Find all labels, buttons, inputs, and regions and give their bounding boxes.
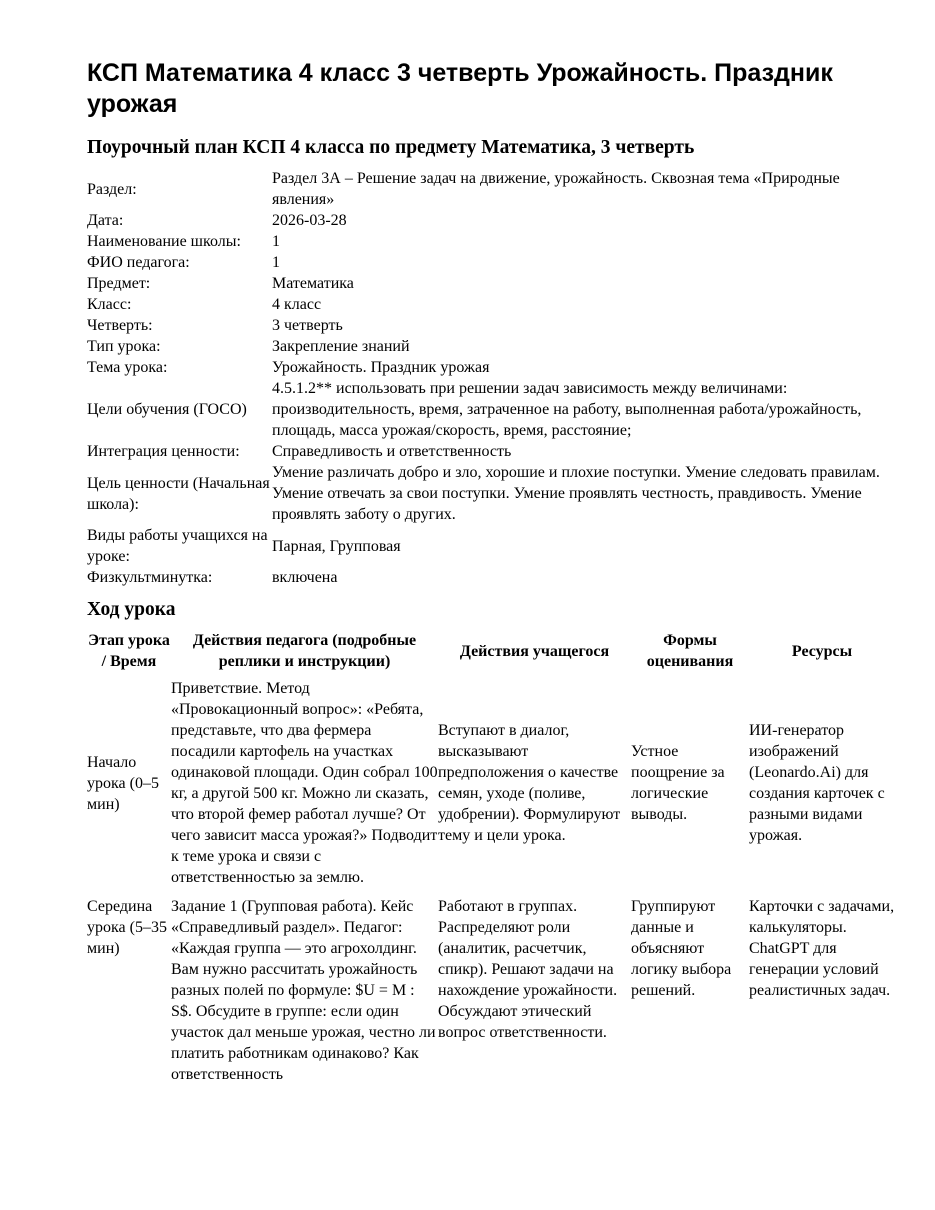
stage-cell: Середина урока (5–35 мин) xyxy=(87,898,167,957)
info-row-subject xyxy=(87,273,895,294)
column-header-stage: Этап урока / Время xyxy=(88,632,170,670)
info-row-exercise xyxy=(87,567,895,588)
info-value: Раздел 3А – Решение задач на движение, урожайность. Сквозная тема «Природные явления» xyxy=(272,170,840,208)
info-value: Парная, Групповая xyxy=(272,537,401,555)
teacher-actions-cell: Приветствие. Метод «Провокационный вопрос»: «Ребята, представьте, что два фермера посадили картофель на участках одинаковой площади. Один собрал 100 кг, а другой 500 кг. Можно ли сказать, что второй фемер работал лучше? От чего зависит масса урожая?» Подводит к теме урока и связи с ответственностью за землю. xyxy=(171,680,438,886)
info-key: Цель ценности (Начальная школа): xyxy=(87,474,270,513)
info-key: Тема урока: xyxy=(87,359,168,376)
info-row-work-types xyxy=(87,525,895,567)
info-key: Физкультминутка: xyxy=(87,569,213,586)
info-row-goals xyxy=(87,378,895,441)
column-header-teacher: Действия педагога (подробные реплики и инструкции) xyxy=(192,632,417,670)
document-title: КСП Математика 4 класс 3 четверть Урожайность. Праздник урожая xyxy=(87,59,833,118)
student-actions-cell: Работают в группах. Распределяют роли (аналитик, расчетчик, спикр). Решают задачи на нахождение урожайности. Обсуждают этический вопрос ответственности. xyxy=(438,898,618,1041)
info-value: 2026-03-28 xyxy=(272,212,347,229)
info-value: 1 xyxy=(272,233,280,250)
teacher-actions-cell: Задание 1 (Групповая работа). Кейс «Справедливый раздел». Педагог: «Каждая группа — это агрохолдинг. Вам нужно рассчитать урожайность разных полей по формуле: $U = M : S$. Обсудите в группе: если один участок дал меньше урожая, честно ли платить работникам одинаково? Как ответственность xyxy=(171,898,436,1083)
info-value: 1 xyxy=(272,254,280,271)
lesson-flow-table xyxy=(87,628,895,1085)
info-value: Справедливость и ответственность xyxy=(272,443,512,460)
info-value: Урожайность. Праздник урожая xyxy=(272,359,490,376)
info-value: 4 класс xyxy=(272,296,322,313)
table-row xyxy=(87,678,895,896)
table-header-row xyxy=(87,628,895,678)
column-header-assessment: Формы оценивания xyxy=(646,632,734,670)
lesson-flow-heading: Ход урока xyxy=(87,599,176,620)
stage-cell: Начало урока (0–5 мин) xyxy=(87,753,159,813)
info-value: Закрепление знаний xyxy=(272,338,410,355)
info-row-school xyxy=(87,231,895,252)
info-key: Предмет: xyxy=(87,275,151,292)
column-header-student: Действия учащегося xyxy=(459,642,610,660)
info-key: Наименование школы: xyxy=(87,233,241,250)
student-actions-cell: Вступают в диалог, высказывают предположения о качестве семян, уходе (поливе, удобрении). Формулируют тему и цели урока. xyxy=(438,722,621,844)
assessment-cell: Группируют данные и объясняют логику выбора решений. xyxy=(631,898,732,999)
lesson-info-table xyxy=(87,168,895,588)
info-key: Цели обучения (ГОСО) xyxy=(87,401,247,418)
info-key: Четверть: xyxy=(87,317,153,334)
info-key: Класс: xyxy=(87,296,132,313)
plan-subtitle: Поурочный план КСП 4 класса по предмету Математика, 3 четверть xyxy=(87,137,695,158)
info-key: Раздел: xyxy=(87,180,137,198)
resources-cell: Карточки с задачами, калькуляторы. ChatGPT для генерации условий реалистичных задач. xyxy=(749,898,895,999)
info-key: Интеграция ценности: xyxy=(87,443,240,460)
info-row-value-goal xyxy=(87,462,895,525)
table-row xyxy=(87,896,895,1085)
info-row-values xyxy=(87,441,895,462)
info-value: 4.5.1.2** использовать при решении задач зависимость между величинами: производительность, время, затраченное на работу, выполненная работа/урожайность, площадь, масса урожая/скорость, время, расстояние; xyxy=(272,380,862,439)
info-row-teacher xyxy=(87,252,895,273)
info-row-section xyxy=(87,168,895,210)
info-key: ФИО педагога: xyxy=(87,254,190,271)
info-row-topic xyxy=(87,357,895,378)
column-header-resources: Ресурсы xyxy=(791,642,853,660)
info-row-lesson-type xyxy=(87,336,895,357)
info-row-quarter xyxy=(87,315,895,336)
info-value: 3 четверть xyxy=(272,317,343,334)
info-row-date xyxy=(87,210,895,231)
info-key: Виды работы учащихся на уроке: xyxy=(87,527,268,565)
resources-cell: ИИ-генератор изображений (Leonardo.Ai) для создания карточек с разными видами урожая. xyxy=(749,722,885,844)
info-row-grade xyxy=(87,294,895,315)
info-value: Математика xyxy=(272,275,354,292)
assessment-cell: Устное поощрение за логические выводы. xyxy=(631,743,725,823)
info-key: Тип урока: xyxy=(87,338,161,355)
info-key: Дата: xyxy=(87,212,124,229)
info-value: Умение различать добро и зло, хорошие и плохие поступки. Умение следовать правилам. Умение отвечать за свои поступки. Умение проявлять честность, правдивость. Умение проявлять заботу о других. xyxy=(272,464,880,523)
document-page xyxy=(87,58,895,1085)
info-value: включена xyxy=(272,569,338,586)
